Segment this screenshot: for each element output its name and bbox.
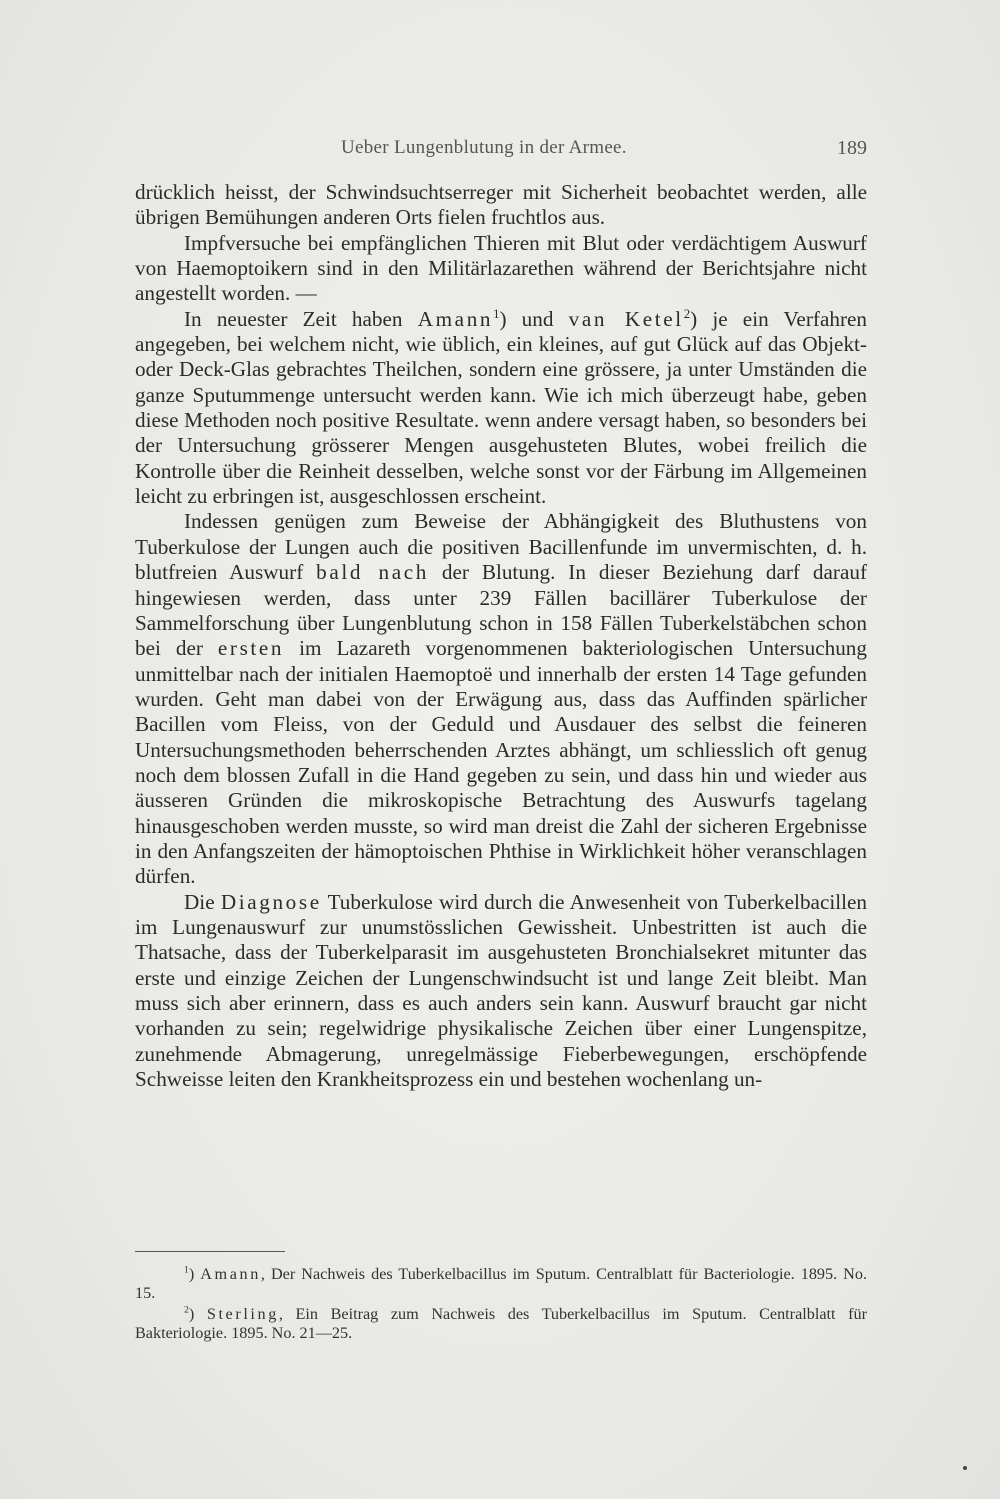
paragraph-4-text-c: im Lazareth vorgenommenen bakteriologischen Untersuchung unmittelbar nach der initialen Haemoptoë und innerhalb der ersten 14 Tage gefunden wurden. Geht man dabei von der Erwägung aus, dass das Auffinden spärlicher Bacillen vom Fleiss, von der Geduld und Ausdauer des selbst die feineren Untersuchungsmethoden beherrschenden Arztes abhängt, um schliesslich oft genug noch dem blossen Zufall in die Hand gegeben zu sein, und dass hin und wieder aus äusseren Gründen die mikroskopische Betrachtung des Auswurfs tagelang hinausgeschoben werden musste, so wird man dreist die Zahl der sicheren Ergebnisse in den Anfangszeiten der hämoptoischen Phthise in Wirklichkeit höher veranschlagen dürfen. xyxy=(135,636,867,889)
author-amann: Amann xyxy=(417,306,494,331)
footnote-1-author: Amann xyxy=(200,1265,261,1283)
paper-speck xyxy=(963,1466,967,1470)
paragraph-1: drücklich heisst, der Schwindsuchtserreger mit Sicherheit beobachtet werden, alle übrigen Bemühungen anderen Orts fielen fruchtlos aus. xyxy=(135,180,867,230)
footnote-2-text: , Ein Beitrag zum Nachweis des Tuberkelbacillus im Sputum. Centralblatt für Bakteriologie. 1895. No. 21—25. xyxy=(135,1305,867,1342)
footnotes xyxy=(135,1265,867,1345)
paragraph-4-text-a: Indessen genügen zum Beweise der Abhängigkeit des Bluthustens von Tuberkulose der Lungen auch die positiven Bacillenfunde im unvermischten, d. h. blutfreien Auswurf xyxy=(135,509,867,585)
paragraph-5 xyxy=(135,890,867,1093)
emphasis-diagnose: Diagnose xyxy=(220,889,322,914)
paragraph-5-text-a: Die xyxy=(184,889,221,914)
emphasis-ersten: ersten xyxy=(217,636,285,661)
footnote-ref-1: 1 xyxy=(493,306,500,321)
page-number: 189 xyxy=(837,137,867,159)
emphasis-bald-nach: bald nach xyxy=(316,560,429,585)
running-title: Ueber Lungenblutung in der Armee. xyxy=(341,137,627,158)
paragraph-2: Impfversuche bei empfänglichen Thieren mit Blut oder verdächtigem Auswurf von Haemoptoikern sind in den Militärlazarethen während der Berichtsjahre nicht angestellt worden. — xyxy=(135,230,867,306)
running-head xyxy=(135,137,867,165)
footnote-1: $^1$) Amann, Der Nachweis des Tuberkelbacillus im Sputum. Centralblatt für Bacteriologie. 1895. No. 15. xyxy=(135,1264,867,1302)
paragraph-3 xyxy=(135,307,867,510)
footnote-1-text: , Der Nachweis des Tuberkelbacillus im Sputum. Centralblatt für Bacteriologie. 1895. No. 15. xyxy=(135,1265,867,1302)
footnote-mark-2: 2 xyxy=(184,1304,189,1316)
paragraph-5-text-b: Tuberkulose wird durch die Anwesenheit von Tuberkelbacillen im Lungenauswurf zur unumstösslichen Gewissheit. Unbestritten ist auch die Thatsache, dass der Tuberkelparasit im ausgehusteten Bronchialsekret mitunter das erste und einzige Zeichen der Lungenschwindsucht ist und lange Zeit bleibt. Man muss sich aber erinnern, dass es auch anders sein kann. Auswurf braucht gar nicht vorhanden zu sein; regelwidrige physikalische Zeichen über einer Lungenspitze, zunehmende Abmagerung, unregelmässige Fieberbewegungen, erschöpfende Schweisse leiten den Krankheitsprozess ein und bestehen wochenlang un- xyxy=(135,889,868,1092)
body-text xyxy=(135,180,867,1092)
paragraph-4 xyxy=(135,509,867,889)
author-van-ketel: van Ketel xyxy=(568,306,684,331)
paragraph-3-text-a: In neuester Zeit haben xyxy=(184,306,418,331)
footnote-2-author: Sterling xyxy=(206,1305,279,1323)
paragraph-3-text-c: ) je ein Verfahren angegeben, bei welchem nicht, wie üblich, ein kleines, auf gut Glück auf das Objekt- oder Deck-Glas gebrachtes Theilchen, sondern eine grössere, ja unter Umständen die ganze Sputummenge untersucht werden kann. Wie ich mich überzeugt habe, geben diese Methoden noch positive Resultate. wenn andere versagt haben, so besonders bei der Untersuchung grösserer Mengen ausgehusteten Blutes, wobei freilich die Kontrolle über die Reinheit desselben, welche sonst vor der Färbung im Allgemeinen leicht zu erbringen ist, ausgeschlossen erscheint. xyxy=(135,306,868,509)
paragraph-4-text-b: der Blutung. In dieser Beziehung darf darauf hingewiesen werden, dass unter 239 Fällen bacillärer Tuberkulose der Sammelforschung über Lungenblutung schon in 158 Fällen Tuberkelstäbchen schon bei der xyxy=(135,560,867,661)
footnote-divider xyxy=(135,1251,285,1252)
paragraph-3-text-b: ) und xyxy=(499,306,569,331)
footnote-2: $^2$) Sterling, Ein Beitrag zum Nachweis des Tuberkelbacillus im Sputum. Centralblatt für Bakteriologie. 1895. No. 21—25. xyxy=(135,1304,867,1342)
footnote-ref-2: 2 xyxy=(683,306,691,321)
footnote-mark-1: 1 xyxy=(184,1264,189,1276)
